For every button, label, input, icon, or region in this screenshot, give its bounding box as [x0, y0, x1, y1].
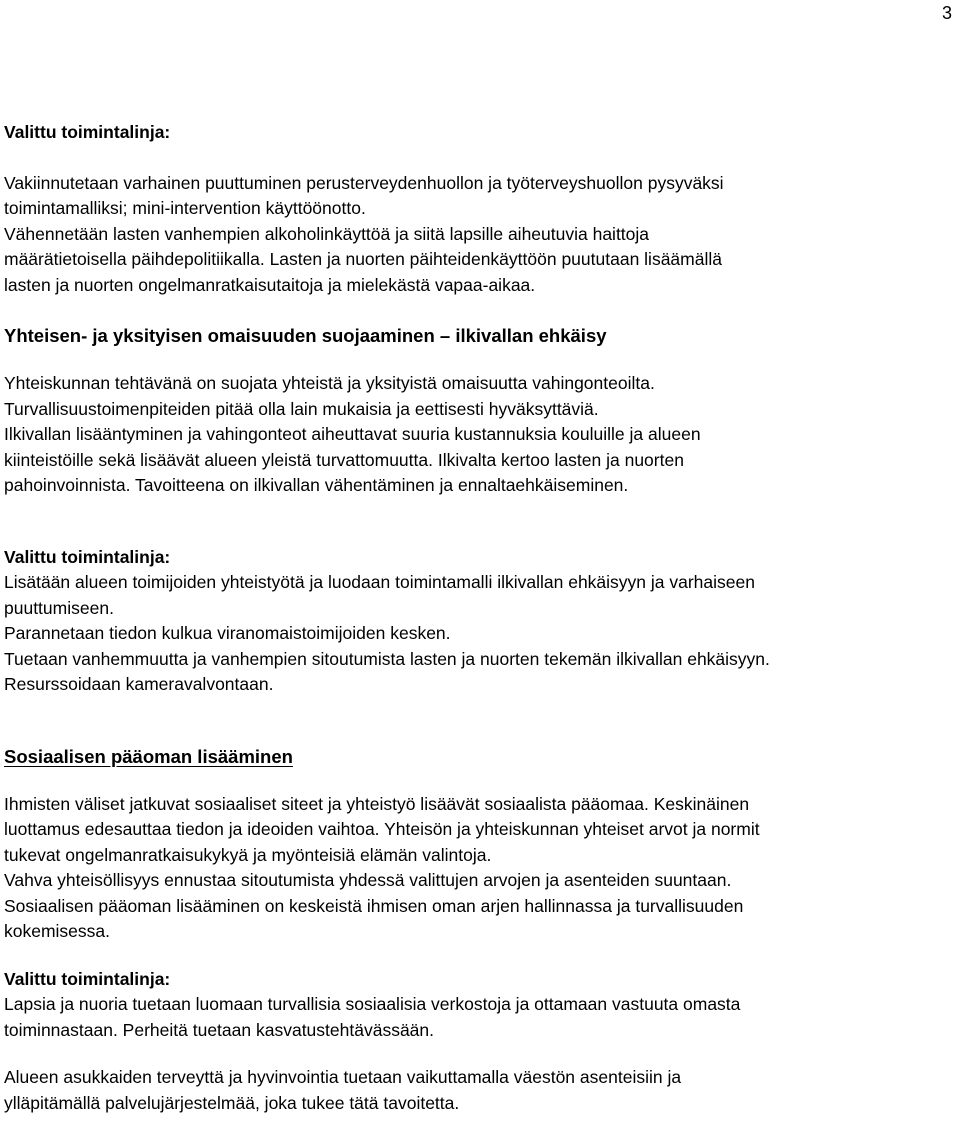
- policy-paragraph: [4, 171, 952, 299]
- text-line: Lapsia ja nuoria tuetaan luomaan turvallisia sosiaalisia verkostoja ja ottamaan vastuuta omasta: [4, 994, 741, 1014]
- text-line: pahoinvoinnista. Tavoitteena on ilkivallan vähentäminen ja ennaltaehkäiseminen.: [4, 475, 629, 495]
- text-line: toiminnastaan. Perheitä tuetaan kasvatustehtävässään.: [4, 1019, 434, 1040]
- policy-subheading: Valittu toimintalinja:: [4, 122, 171, 142]
- text-line: Sosiaalisen pääoman lisääminen on keskeistä ihmisen oman arjen hallinnassa ja turvallisuuden: [4, 895, 744, 916]
- text-line: tukevat ongelmanratkaisukykyä ja myönteisiä elämän valintoja.: [4, 844, 492, 865]
- text-line: Resurssoidaan kameravalvontaan.: [4, 674, 274, 694]
- text-line: Ilkivallan lisääntyminen ja vahingonteot aiheuttavat suuria kustannuksia kouluille ja alueen: [4, 424, 701, 444]
- text-line: Tuetaan vanhemmuutta ja vanhempien sitoutumista lasten ja nuorten tekemän ilkivallan ehkäisyyn.: [4, 648, 770, 669]
- text-line: toimintamalliksi; mini-intervention käyttöönotto.: [4, 198, 366, 218]
- text-line: luottamus edesauttaa tiedon ja ideoiden vaihtoa. Yhteisön ja yhteiskunnan yhteiset arvot ja normit: [4, 819, 760, 839]
- text-line: Vahva yhteisöllisyys ennustaa sitoutumista yhdessä valittujen arvojen ja asenteiden suuntaan.: [4, 870, 732, 890]
- text-line: Yhteiskunnan tehtävänä on suojata yhteistä ja yksityistä omaisuutta vahingonteoilta.: [4, 373, 655, 393]
- policy-paragraph: [4, 992, 952, 1043]
- policy-subheading: Valittu toimintalinja:: [4, 968, 171, 989]
- closing-paragraph: [4, 1065, 952, 1116]
- text-line: Vakiinnutetaan varhainen puuttuminen perusterveydenhuollon ja työterveyshuollon pysyväksi: [4, 172, 724, 193]
- body-paragraph: [4, 371, 952, 499]
- text-line: ylläpitämällä palvelujärjestelmää, joka tukee tätä tavoitetta.: [4, 1092, 460, 1113]
- body-paragraph: [4, 792, 952, 945]
- section-heading: Sosiaalisen pääoman lisääminen: [4, 745, 293, 767]
- page-number: 3: [941, 3, 952, 23]
- policy-subheading: Valittu toimintalinja:: [4, 546, 171, 567]
- text-line: Turvallisuustoimenpiteiden pitää olla lain mukaisia ja eettisesti hyväksyttäviä.: [4, 398, 599, 419]
- policy-paragraph: [4, 570, 952, 698]
- document-body: [4, 120, 952, 1116]
- text-line: kokemisessa.: [4, 921, 111, 941]
- text-line: kiinteistöille sekä lisäävät alueen yleistä turvattomuutta. Ilkivalta kertoo lasten ja nuorten: [4, 449, 684, 470]
- text-line: Alueen asukkaiden terveyttä ja hyvinvointia tuetaan vaikuttamalla väestön asenteisiin ja: [4, 1067, 682, 1087]
- text-line: puuttumiseen.: [4, 597, 114, 618]
- text-line: Lisätään alueen toimijoiden yhteistyötä ja luodaan toimintamalli ilkivallan ehkäisyyn ja varhaiseen: [4, 572, 755, 592]
- text-line: Parannetaan tiedon kulkua viranomaistoimijoiden kesken.: [4, 623, 451, 643]
- section-heading: Yhteisen- ja yksityisen omaisuuden suojaaminen – ilkivallan ehkäisy: [4, 325, 607, 346]
- text-line: Vähennetään lasten vanhempien alkoholinkäyttöä ja siitä lapsille aiheutuvia haittoja: [4, 223, 650, 244]
- text-line: lasten ja nuorten ongelmanratkaisutaitoja ja mielekästä vapaa-aikaa.: [4, 274, 536, 295]
- text-line: Ihmisten väliset jatkuvat sosiaaliset siteet ja yhteistyö lisäävät sosiaalista pääomaa. Keskinäinen: [4, 793, 750, 814]
- text-line: määrätietoisella päihdepolitiikalla. Lasten ja nuorten päihteidenkäyttöön puututaan lisäämällä: [4, 249, 722, 269]
